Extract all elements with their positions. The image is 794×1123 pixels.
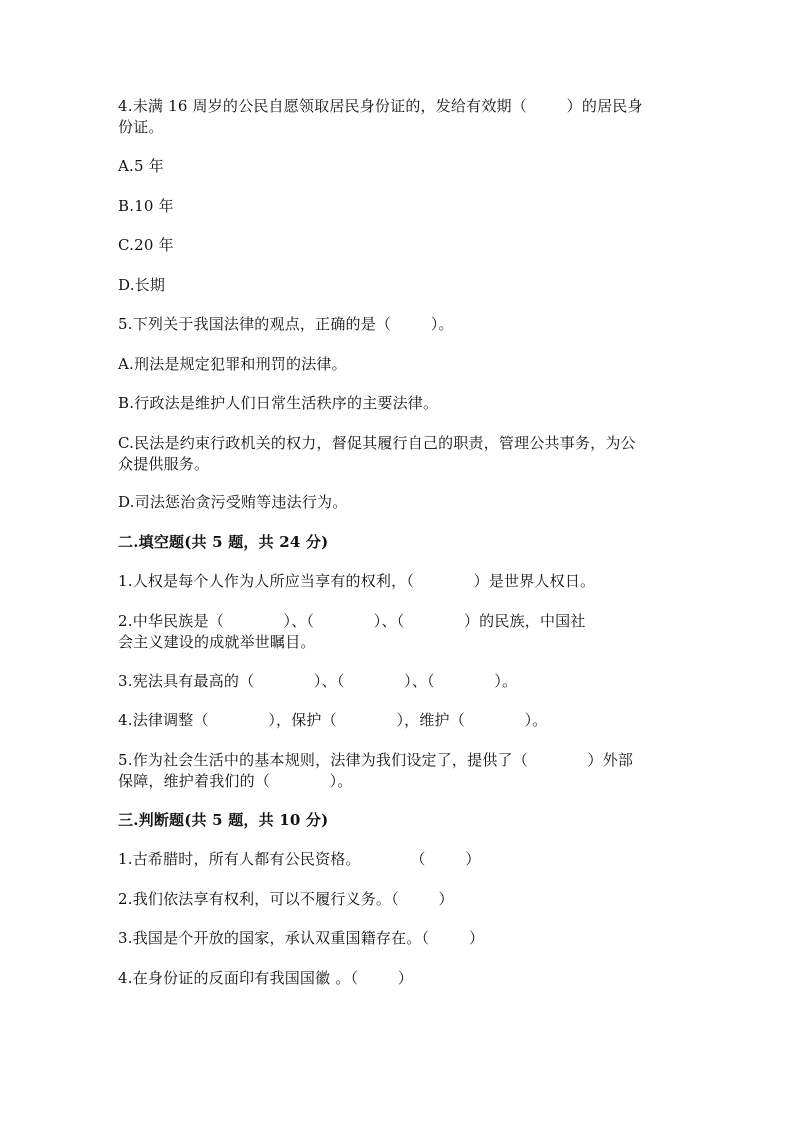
question-5-option-c-line-1: C.民法是约束行政机关的权力，督促其履行自己的职责，管理公共事务，为公 bbox=[118, 434, 636, 452]
question-4-option-a: A.5 年 bbox=[118, 157, 164, 175]
question-4-stem-line-2: 份证。 bbox=[118, 118, 164, 136]
section-fill-in-heading: 二.填空题(共 5 题，共 24 分) bbox=[118, 533, 329, 551]
question-4-option-b: B.10 年 bbox=[118, 197, 174, 215]
fill-in-question-4: 4.法律调整（ ），保护（ ），维护（ ）。 bbox=[118, 711, 548, 729]
question-4-option-d: D.长期 bbox=[118, 276, 166, 294]
question-4-stem-line-1: 4.未满 16 周岁的公民自愿领取居民身份证的，发给有效期（ ）的居民身 bbox=[118, 97, 643, 115]
fill-in-question-5-line-2: 保障，维护着我们的（ ）。 bbox=[118, 772, 353, 790]
fill-in-question-5-line-1: 5.作为社会生活中的基本规则，法律为我们设定了，提供了（ ）外部 bbox=[118, 751, 634, 769]
question-5-stem: 5.下列关于我国法律的观点，正确的是（ ）。 bbox=[118, 315, 454, 333]
true-false-question-4: 4.在身份证的反面印有我国国徽 。（ ） bbox=[118, 969, 414, 987]
question-5-option-d: D.司法惩治贪污受贿等违法行为。 bbox=[118, 493, 348, 511]
section-true-false-heading: 三.判断题(共 5 题，共 10 分) bbox=[118, 811, 329, 829]
fill-in-question-3: 3.宪法具有最高的（ ）、（ ）、（ ）。 bbox=[118, 672, 518, 690]
question-4-option-c: C.20 年 bbox=[118, 236, 174, 254]
fill-in-question-1: 1.人权是每个人作为人所应当享有的权利，（ ）是世界人权日。 bbox=[118, 572, 596, 590]
question-5-option-b: B.行政法是维护人们日常生活秩序的主要法律。 bbox=[118, 394, 439, 412]
true-false-question-3: 3.我国是个开放的国家，承认双重国籍存在。（ ） bbox=[118, 929, 485, 947]
true-false-question-2: 2.我们依法享有权利，可以不履行义务。（ ） bbox=[118, 890, 454, 908]
true-false-question-1: 1.古希腊时，所有人都有公民资格。 （ ） bbox=[118, 850, 481, 868]
question-5-option-c-line-2: 众提供服务。 bbox=[118, 455, 210, 473]
fill-in-question-2-line-1: 2.中华民族是（ ）、（ ）、（ ）的民族，中国社 bbox=[118, 612, 586, 630]
fill-in-question-2-line-2: 会主义建设的成就举世瞩目。 bbox=[118, 633, 316, 651]
question-5-option-a: A.刑法是规定犯罪和刑罚的法律。 bbox=[118, 355, 347, 373]
